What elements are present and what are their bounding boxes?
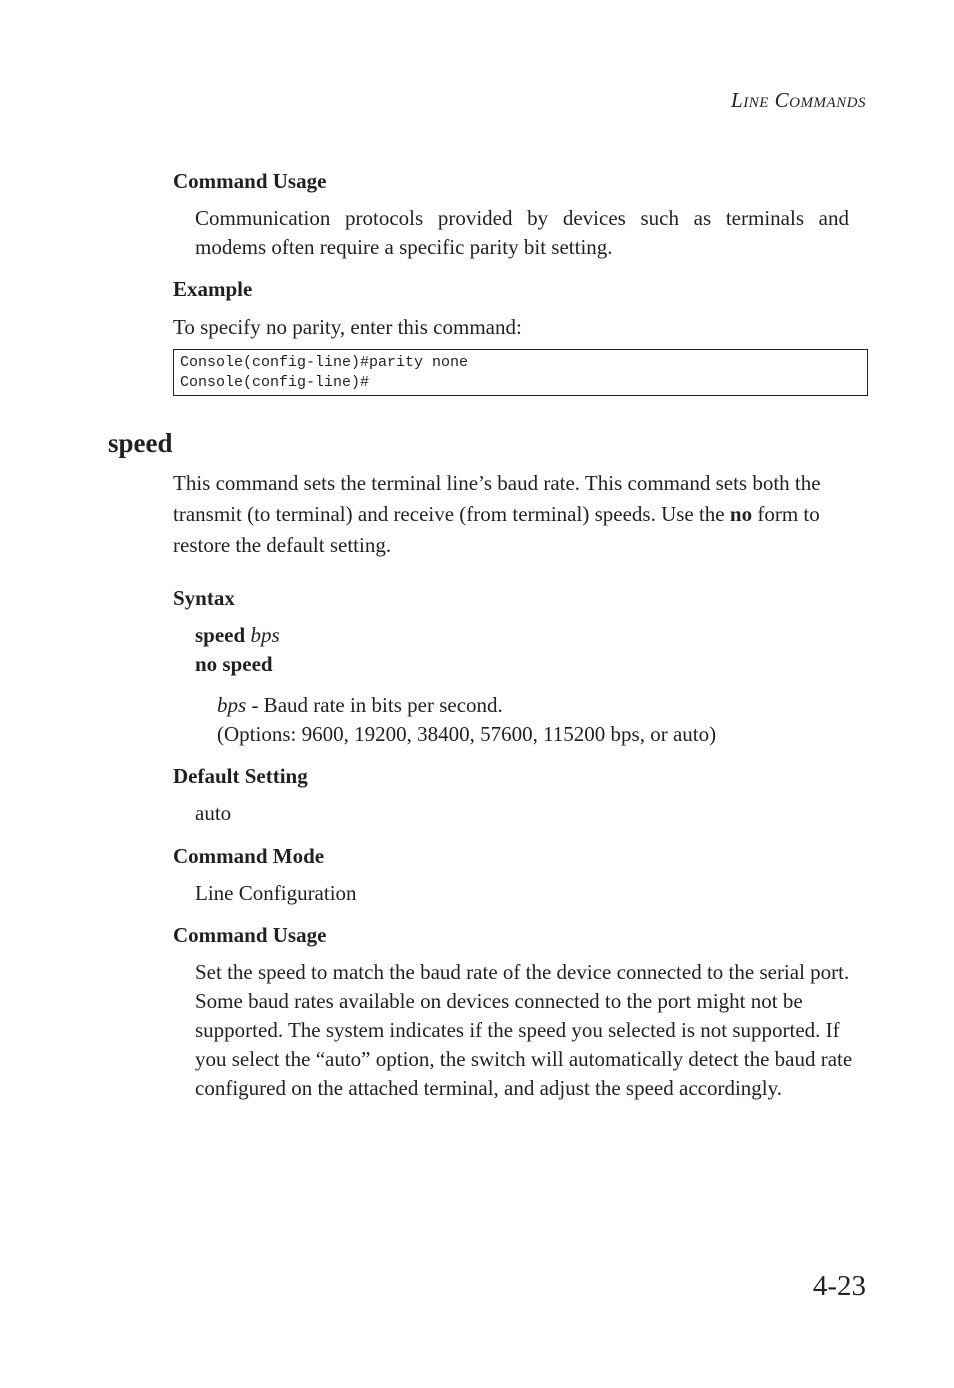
syntax-line-speed <box>195 621 280 650</box>
command-mode-heading: Command Mode <box>173 844 325 868</box>
default-setting-heading: Default Setting <box>173 764 308 788</box>
page-number: 4-23 <box>812 1270 866 1302</box>
header-rest-ommands: OMMANDS <box>789 95 866 111</box>
default-value: auto <box>195 801 232 825</box>
syntax-param: bps <box>250 623 280 647</box>
speed-intro-part2: form to restore the default setting. <box>173 502 820 557</box>
speed-intro-part1: This command sets the terminal line’s baud rate. This command sets both the transmit (to terminal) and receive (from terminal) speeds. Use the <box>173 471 821 526</box>
command-mode-value: Line Configuration <box>195 881 357 905</box>
syntax-heading: Syntax <box>173 586 235 610</box>
example-heading: Example <box>173 277 253 301</box>
param-desc: - Baud rate in bits per second. <box>246 693 503 717</box>
code-line-1: Console(config-line)#parity none <box>180 354 469 371</box>
header-initial-l: L <box>731 88 744 112</box>
running-header <box>731 88 866 113</box>
example-intro: To specify no parity, enter this command: <box>173 315 522 339</box>
speed-intro-no-keyword: no <box>729 502 753 526</box>
speed-usage-text: Set the speed to match the baud rate of the device connected to the serial port. Some baud rates available on devices connected to the port might not be supported. The system indicates if the speed you selected is not supported. If you select the “auto” option, the switch will automatically detect the baud rate configured on the attached terminal, and adjust the speed accordingly. <box>195 960 853 1100</box>
speed-title: speed <box>108 428 173 458</box>
syntax-no-speed: no speed <box>195 652 273 676</box>
param-description <box>217 691 503 720</box>
header-rest-ine: INE <box>743 95 769 111</box>
header-initial-c: C <box>774 88 790 112</box>
code-example <box>173 349 868 396</box>
param-name: bps <box>217 693 247 717</box>
param-options: (Options: 9600, 19200, 38400, 57600, 115200 bps, or auto) <box>217 722 717 746</box>
parity-usage-heading: Command Usage <box>173 169 327 193</box>
parity-usage-text: Communication protocols provided by devices such as terminals and modems often require a specific parity bit setting. <box>195 206 849 259</box>
speed-usage-heading: Command Usage <box>173 923 327 947</box>
code-line-2: Console(config-line)# <box>180 374 370 391</box>
syntax-cmd: speed <box>195 623 246 647</box>
speed-intro <box>173 468 863 561</box>
